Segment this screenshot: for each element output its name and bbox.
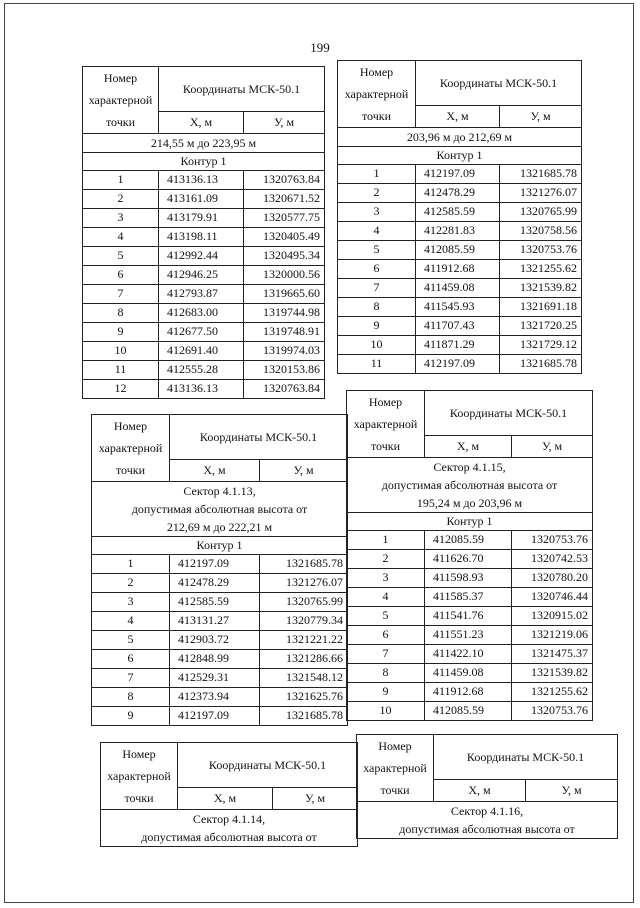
section-title-line: 212,69 м до 222,21 м bbox=[166, 520, 273, 534]
table-row bbox=[83, 266, 325, 285]
x-coordinate: 411912.68 bbox=[416, 260, 500, 279]
x-coordinate: 411422.10 bbox=[425, 645, 512, 664]
table-row bbox=[83, 342, 325, 361]
point-number: 7 bbox=[83, 285, 159, 304]
x-coordinate: 412683.00 bbox=[159, 304, 244, 323]
y-column-header: У, м bbox=[500, 106, 582, 128]
x-coordinate: 411551.23 bbox=[425, 626, 512, 645]
y-coordinate: 1320000.56 bbox=[244, 266, 325, 285]
y-coordinate: 1321625.76 bbox=[260, 688, 348, 707]
table-row bbox=[92, 612, 348, 631]
x-coordinate: 413161.09 bbox=[159, 190, 244, 209]
x-coordinate: 412373.94 bbox=[170, 688, 260, 707]
coordinates-table bbox=[91, 414, 348, 726]
x-coordinate: 412197.09 bbox=[416, 165, 500, 184]
point-number: 7 bbox=[92, 669, 170, 688]
point-number: 1 bbox=[338, 165, 416, 184]
y-coordinate: 1321276.07 bbox=[500, 184, 582, 203]
y-column-header: У, м bbox=[244, 112, 325, 134]
table-row bbox=[347, 607, 593, 626]
point-number: 4 bbox=[347, 588, 425, 607]
y-column-header: У, м bbox=[273, 788, 358, 810]
table-row bbox=[83, 304, 325, 323]
x-coordinate: 412903.72 bbox=[170, 631, 260, 650]
section-title-line: Сектор 4.1.16, bbox=[450, 804, 524, 818]
point-number: 3 bbox=[83, 209, 159, 228]
coordinates-table bbox=[100, 742, 358, 847]
table-row bbox=[83, 228, 325, 247]
y-coordinate: 1320753.76 bbox=[500, 241, 582, 260]
table-row bbox=[338, 317, 582, 336]
point-number: 5 bbox=[92, 631, 170, 650]
point-number: 9 bbox=[338, 317, 416, 336]
section-title bbox=[101, 810, 358, 847]
y-coordinate: 1321685.78 bbox=[500, 355, 582, 374]
x-coordinate: 412677.50 bbox=[159, 323, 244, 342]
table-row bbox=[92, 707, 348, 726]
point-number: 8 bbox=[92, 688, 170, 707]
coordinates-table bbox=[82, 66, 325, 399]
x-coordinate: 412197.09 bbox=[170, 555, 260, 574]
y-coordinate: 1321286.66 bbox=[260, 650, 348, 669]
point-number: 2 bbox=[83, 190, 159, 209]
y-coordinate: 1320765.99 bbox=[260, 593, 348, 612]
x-column-header: Х, м bbox=[178, 788, 273, 810]
point-number: 4 bbox=[83, 228, 159, 247]
table-row bbox=[338, 165, 582, 184]
point-number-header: Номер характерной точки bbox=[357, 735, 434, 802]
y-coordinate: 1320763.84 bbox=[244, 171, 325, 190]
y-coordinate: 1320742.53 bbox=[512, 550, 593, 569]
y-coordinate: 1321255.62 bbox=[500, 260, 582, 279]
x-coordinate: 411459.08 bbox=[425, 664, 512, 683]
table-row bbox=[338, 298, 582, 317]
x-coordinate: 413198.11 bbox=[159, 228, 244, 247]
y-coordinate: 1320765.99 bbox=[500, 203, 582, 222]
y-coordinate: 1321475.37 bbox=[512, 645, 593, 664]
section-title-line: допустимая абсолютная высота от bbox=[399, 822, 575, 836]
point-number: 7 bbox=[347, 645, 425, 664]
y-coordinate: 1319665.60 bbox=[244, 285, 325, 304]
table-row bbox=[92, 574, 348, 593]
contour-label: Контур 1 bbox=[92, 537, 348, 555]
y-coordinate: 1320746.44 bbox=[512, 588, 593, 607]
table-row bbox=[83, 380, 325, 399]
section-title-line: Сектор 4.1.15, bbox=[433, 460, 506, 474]
coordinates-header: Координаты МСК-50.1 bbox=[416, 61, 582, 106]
x-coordinate: 412281.83 bbox=[416, 222, 500, 241]
y-coordinate: 1320577.75 bbox=[244, 209, 325, 228]
table-row bbox=[338, 222, 582, 241]
point-number: 12 bbox=[83, 380, 159, 399]
x-coordinate: 411871.29 bbox=[416, 336, 500, 355]
table-row bbox=[92, 631, 348, 650]
point-number: 8 bbox=[347, 664, 425, 683]
point-number: 5 bbox=[347, 607, 425, 626]
y-column-header: У, м bbox=[512, 436, 593, 458]
point-number: 3 bbox=[347, 569, 425, 588]
point-number: 11 bbox=[83, 361, 159, 380]
x-coordinate: 411545.93 bbox=[416, 298, 500, 317]
point-number-header: Номер характерной точки bbox=[92, 415, 170, 482]
coordinates-header: Координаты МСК-50.1 bbox=[178, 743, 358, 788]
x-coordinate: 412085.59 bbox=[416, 241, 500, 260]
coordinates-header: Координаты МСК-50.1 bbox=[425, 391, 593, 436]
table-row bbox=[347, 702, 593, 721]
x-column-header: Х, м bbox=[416, 106, 500, 128]
point-number-header: Номер характерной точки bbox=[347, 391, 425, 458]
y-coordinate: 1321729.12 bbox=[500, 336, 582, 355]
point-number: 7 bbox=[338, 279, 416, 298]
point-number-header: Номер характерной точки bbox=[338, 61, 416, 128]
table-row bbox=[83, 247, 325, 266]
y-coordinate: 1319974.03 bbox=[244, 342, 325, 361]
table-row bbox=[338, 260, 582, 279]
point-number: 6 bbox=[347, 626, 425, 645]
table-row bbox=[338, 203, 582, 222]
y-coordinate: 1320779.34 bbox=[260, 612, 348, 631]
point-number: 3 bbox=[338, 203, 416, 222]
x-coordinate: 412793.87 bbox=[159, 285, 244, 304]
y-coordinate: 1320405.49 bbox=[244, 228, 325, 247]
y-coordinate: 1320753.76 bbox=[512, 531, 593, 550]
x-coordinate: 413179.91 bbox=[159, 209, 244, 228]
table-row bbox=[347, 645, 593, 664]
table-row bbox=[338, 279, 582, 298]
x-coordinate: 411541.76 bbox=[425, 607, 512, 626]
point-number: 3 bbox=[92, 593, 170, 612]
point-number: 4 bbox=[338, 222, 416, 241]
y-coordinate: 1320780.20 bbox=[512, 569, 593, 588]
table-row bbox=[347, 626, 593, 645]
x-coordinate: 412585.59 bbox=[170, 593, 260, 612]
y-coordinate: 1321255.62 bbox=[512, 683, 593, 702]
y-coordinate: 1321685.78 bbox=[260, 555, 348, 574]
contour-label: Контур 1 bbox=[347, 513, 593, 531]
coordinates-header: Координаты МСК-50.1 bbox=[434, 735, 618, 780]
y-coordinate: 1321691.18 bbox=[500, 298, 582, 317]
point-number: 8 bbox=[338, 298, 416, 317]
section-title bbox=[92, 482, 348, 537]
point-number: 2 bbox=[92, 574, 170, 593]
y-coordinate: 1320671.52 bbox=[244, 190, 325, 209]
point-number-header: Номер характерной точки bbox=[83, 67, 159, 134]
point-number: 9 bbox=[92, 707, 170, 726]
y-coordinate: 1321219.06 bbox=[512, 626, 593, 645]
point-number: 8 bbox=[83, 304, 159, 323]
table-row bbox=[92, 688, 348, 707]
y-coordinate: 1320915.02 bbox=[512, 607, 593, 626]
coordinates-header: Координаты МСК-50.1 bbox=[159, 67, 325, 112]
table-row bbox=[338, 184, 582, 203]
x-coordinate: 412085.59 bbox=[425, 531, 512, 550]
coordinates-table bbox=[356, 734, 618, 839]
y-column-header: У, м bbox=[260, 460, 348, 482]
point-number: 1 bbox=[347, 531, 425, 550]
point-number: 10 bbox=[347, 702, 425, 721]
table-row bbox=[338, 241, 582, 260]
x-column-header: Х, м bbox=[425, 436, 512, 458]
y-coordinate: 1321539.82 bbox=[512, 664, 593, 683]
table-row bbox=[338, 336, 582, 355]
x-coordinate: 412085.59 bbox=[425, 702, 512, 721]
table-row bbox=[347, 550, 593, 569]
table-row bbox=[92, 669, 348, 688]
table-row bbox=[92, 555, 348, 574]
y-column-header: У, м bbox=[526, 780, 618, 802]
y-coordinate: 1321685.78 bbox=[500, 165, 582, 184]
point-number-header: Номер характерной точки bbox=[101, 743, 178, 810]
x-coordinate: 411707.43 bbox=[416, 317, 500, 336]
point-number: 1 bbox=[92, 555, 170, 574]
table-row bbox=[347, 664, 593, 683]
point-number: 2 bbox=[347, 550, 425, 569]
point-number: 6 bbox=[83, 266, 159, 285]
table-row bbox=[83, 285, 325, 304]
x-coordinate: 413131.27 bbox=[170, 612, 260, 631]
y-coordinate: 1321685.78 bbox=[260, 707, 348, 726]
x-coordinate: 412555.28 bbox=[159, 361, 244, 380]
section-title bbox=[357, 802, 618, 839]
x-column-header: Х, м bbox=[159, 112, 244, 134]
section-title-line: 195,24 м до 203,96 м bbox=[416, 496, 523, 510]
coordinates-table bbox=[346, 390, 593, 721]
table-row bbox=[83, 209, 325, 228]
section-title-line: допустимая абсолютная высота от bbox=[141, 830, 317, 844]
coordinates-table bbox=[337, 60, 582, 374]
y-coordinate: 1321720.25 bbox=[500, 317, 582, 336]
y-coordinate: 1319748.91 bbox=[244, 323, 325, 342]
x-coordinate: 412992.44 bbox=[159, 247, 244, 266]
section-title-line: допустимая абсолютная высота от bbox=[381, 478, 558, 492]
y-coordinate: 1320758.56 bbox=[500, 222, 582, 241]
section-title-line: Сектор 4.1.13, bbox=[183, 484, 256, 498]
table-row bbox=[92, 650, 348, 669]
y-coordinate: 1320753.76 bbox=[512, 702, 593, 721]
y-coordinate: 1320153.86 bbox=[244, 361, 325, 380]
table-row bbox=[83, 171, 325, 190]
x-coordinate: 411912.68 bbox=[425, 683, 512, 702]
x-coordinate: 412529.31 bbox=[170, 669, 260, 688]
y-coordinate: 1320763.84 bbox=[244, 380, 325, 399]
point-number: 2 bbox=[338, 184, 416, 203]
point-number: 10 bbox=[338, 336, 416, 355]
contour-label: Контур 1 bbox=[83, 153, 325, 171]
table-row bbox=[83, 323, 325, 342]
x-column-header: Х, м bbox=[170, 460, 260, 482]
table-row bbox=[92, 593, 348, 612]
page-number: 199 bbox=[310, 40, 330, 55]
x-coordinate: 412197.09 bbox=[416, 355, 500, 374]
y-coordinate: 1320495.34 bbox=[244, 247, 325, 266]
x-coordinate: 412691.40 bbox=[159, 342, 244, 361]
x-column-header: Х, м bbox=[434, 780, 526, 802]
x-coordinate: 413136.13 bbox=[159, 171, 244, 190]
table-row bbox=[347, 683, 593, 702]
section-title-line: допустимая абсолютная высота от bbox=[131, 502, 308, 516]
table-row bbox=[83, 190, 325, 209]
coordinates-header: Координаты МСК-50.1 bbox=[170, 415, 348, 460]
table-row bbox=[338, 355, 582, 374]
y-coordinate: 1321548.12 bbox=[260, 669, 348, 688]
x-coordinate: 412585.59 bbox=[416, 203, 500, 222]
table-row bbox=[347, 569, 593, 588]
x-coordinate: 411459.08 bbox=[416, 279, 500, 298]
x-coordinate: 411598.93 bbox=[425, 569, 512, 588]
x-coordinate: 412946.25 bbox=[159, 266, 244, 285]
table-row bbox=[347, 531, 593, 550]
section-title-line: 214,55 м до 223,95 м bbox=[150, 136, 257, 150]
y-coordinate: 1321276.07 bbox=[260, 574, 348, 593]
table-row bbox=[347, 588, 593, 607]
x-coordinate: 412478.29 bbox=[170, 574, 260, 593]
point-number: 9 bbox=[83, 323, 159, 342]
point-number: 9 bbox=[347, 683, 425, 702]
point-number: 5 bbox=[83, 247, 159, 266]
x-coordinate: 412197.09 bbox=[170, 707, 260, 726]
point-number: 4 bbox=[92, 612, 170, 631]
x-coordinate: 412848.99 bbox=[170, 650, 260, 669]
contour-label: Контур 1 bbox=[338, 147, 582, 165]
section-title bbox=[347, 458, 593, 513]
section-title bbox=[83, 134, 325, 153]
x-coordinate: 413136.13 bbox=[159, 380, 244, 399]
y-coordinate: 1321539.82 bbox=[500, 279, 582, 298]
section-title-line: 203,96 м до 212,69 м bbox=[406, 130, 513, 144]
point-number: 11 bbox=[338, 355, 416, 374]
x-coordinate: 411585.37 bbox=[425, 588, 512, 607]
point-number: 5 bbox=[338, 241, 416, 260]
point-number: 6 bbox=[338, 260, 416, 279]
point-number: 6 bbox=[92, 650, 170, 669]
point-number: 1 bbox=[83, 171, 159, 190]
section-title-line: Сектор 4.1.14, bbox=[192, 812, 266, 826]
section-title bbox=[338, 128, 582, 147]
x-coordinate: 412478.29 bbox=[416, 184, 500, 203]
x-coordinate: 411626.70 bbox=[425, 550, 512, 569]
point-number: 10 bbox=[83, 342, 159, 361]
table-row bbox=[83, 361, 325, 380]
y-coordinate: 1321221.22 bbox=[260, 631, 348, 650]
y-coordinate: 1319744.98 bbox=[244, 304, 325, 323]
